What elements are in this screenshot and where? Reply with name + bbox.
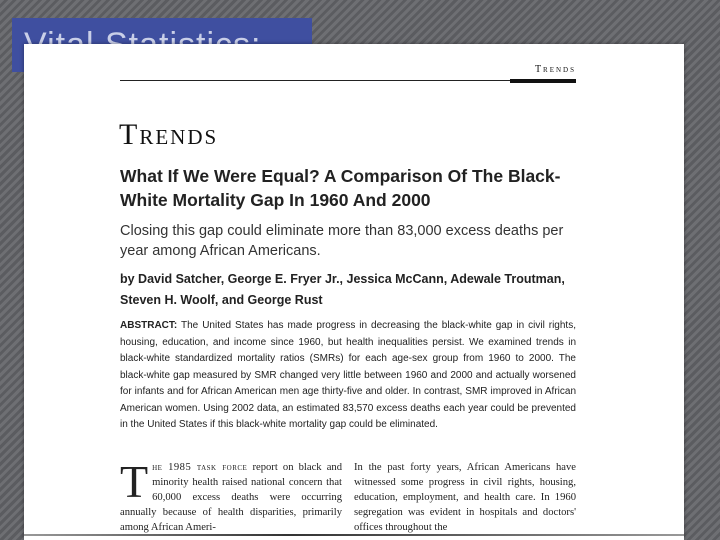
body-column-left <box>120 456 342 535</box>
article-headline: What If We Were Equal? A Comparison Of The Black-White Mortality Gap In 1960 And 2000 <box>120 166 561 210</box>
drop-cap: T <box>120 456 149 507</box>
body-right-text: In the past forty years, African Americans have witnessed some progress in civil rights, housing, education, employment, and health care. In 1960 segregation was evident in hospitals and doctors' offices throughout the <box>354 462 576 533</box>
running-head-label: Trends <box>534 64 576 75</box>
section-title: Trends <box>119 118 219 151</box>
page-bottom-divider <box>24 534 684 536</box>
abstract-text: The United States has made progress in decreasing the black-white gap in civil rights, housing, education, and income since 1960, but health inequalities persist. We examined trends in black-white standardized mortality ratios (SMRs) for each age-sex group from 1960 to 2000. The black-white gap measured by SMR changed very little between 1960 and 2000 and actually worsened for infants and for African American men age thirty-five and older. In contrast, SMR improved in African American women. Using 2002 data, an estimated 83,570 excess deaths each year could be prevented in the United States if this black-white mortality gap could be eliminated. <box>120 320 576 430</box>
abstract <box>120 318 576 434</box>
abstract-label: ABSTRACT: <box>120 320 178 331</box>
body-column-right <box>354 460 576 535</box>
article-authors: by David Satcher, George E. Fryer Jr., Jessica McCann, Adewale Troutman, Steven H. Woolf, and George Rust <box>120 272 565 307</box>
article-page <box>24 44 684 540</box>
body-left-text: report on black and minority health raised national concern that 60,000 excess deaths were occurring annually because of health disparities, primarily among African Ameri- <box>120 462 342 533</box>
running-head <box>120 64 576 81</box>
article-subhead: Closing this gap could eliminate more than 83,000 excess deaths per year among African Americans. <box>120 223 564 259</box>
running-head-accent-bar <box>510 79 576 83</box>
body-left-lead-in: he 1985 task force <box>152 462 248 473</box>
